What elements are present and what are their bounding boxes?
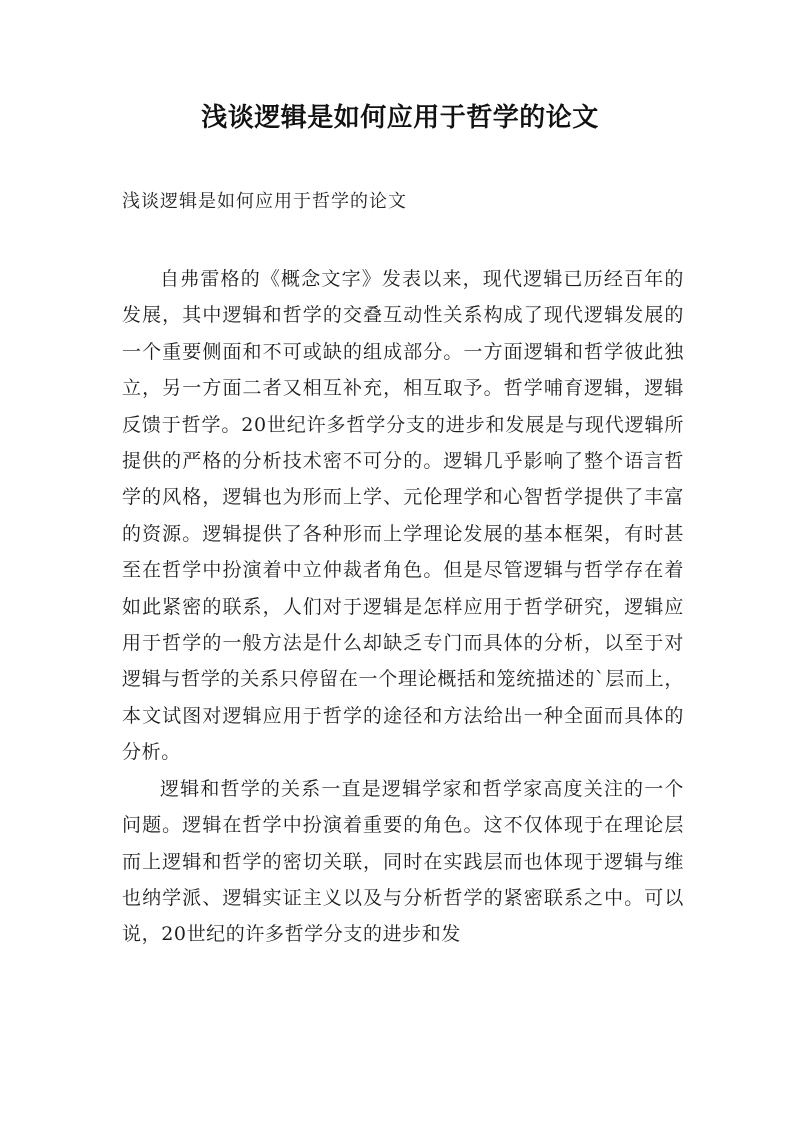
paragraph: 自弗雷格的《概念文字》发表以来，现代逻辑已历经百年的发展，其中逻辑和哲学的交叠互动性关系构成了现代逻辑发展的一个重要侧面和不可或缺的组成部分。一方面逻辑和哲学彼此独立，另一方面二者又相互补充，相互取予。哲学哺育逻辑，逻辑反馈于哲学。20世纪许多哲学分支的进步和发展是与现代逻辑所提供的严格的分析技术密不可分的。逻辑几乎影响了整个语言哲学的风格，逻辑也为形而上学、元伦理学和心智哲学提供了丰富的资源。逻辑提供了各种形而上学理论发展的基本框架，有时甚至在哲学中扮演着中立仲裁者角色。但是尽管逻辑与哲学存在着如此紧密的联系，人们对于逻辑是怎样应用于哲学研究，逻辑应用于哲学的一般方法是什么却缺乏专门而具体的分析，以至于对逻辑与哲学的关系只停留在一个理论概括和笼统描述的`层而上，本文试图对逻辑应用于哲学的途径和方法给出一种全面而具体的分析。 — [122, 268, 684, 764]
document-title: 浅谈逻辑是如何应用于哲学的论文 — [201, 103, 599, 133]
document-body — [122, 261, 684, 953]
document-subtitle: 浅谈逻辑是如何应用于哲学的论文 — [122, 191, 407, 212]
paragraph: 逻辑和哲学的关系一直是逻辑学家和哲学家高度关注的一个问题。逻辑在哲学中扮演着重要的角色。这不仅体现于在理论层而上逻辑和哲学的密切关联，同时在实践层而也体现于逻辑与维也纳学派、逻辑实证主义以及与分析哲学的紧密联系之中。可以说，20世纪的许多哲学分支的进步和发 — [122, 777, 684, 946]
